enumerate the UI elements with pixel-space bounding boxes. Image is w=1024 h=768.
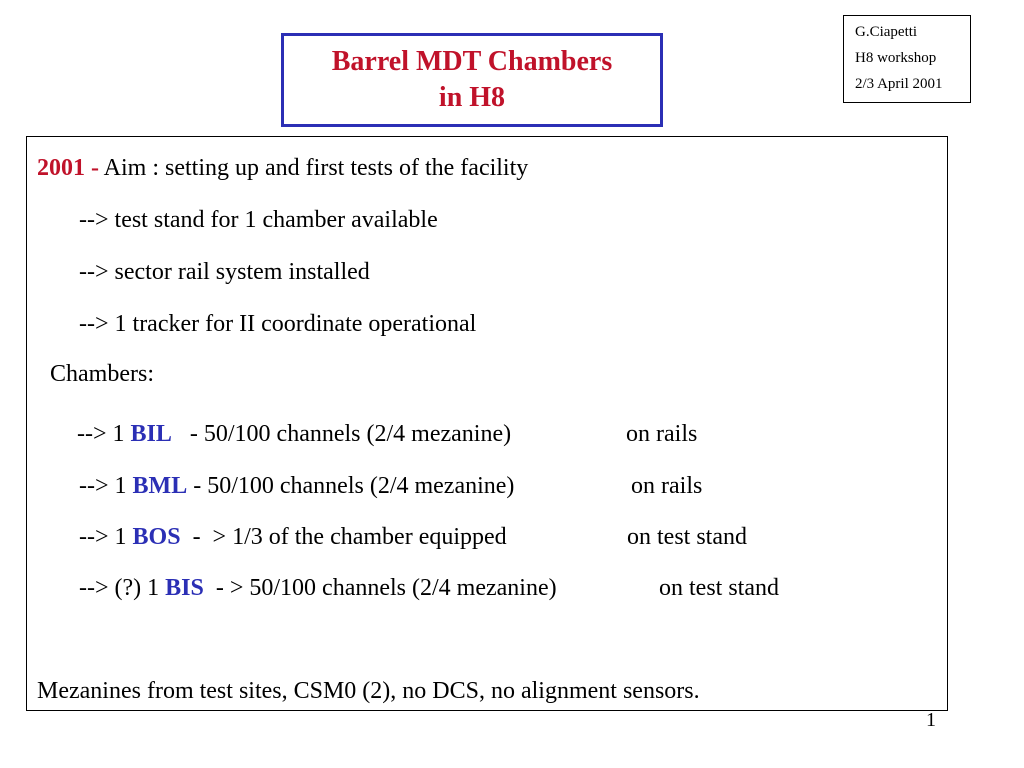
chamber-prefix: --> (?) 1 (79, 575, 166, 601)
chamber-desc: - 50/100 channels (2/4 mezanine) (171, 421, 512, 447)
chamber-prefix: --> 1 (79, 524, 133, 550)
chamber-name: BIS (165, 575, 204, 601)
author-name: G.Ciapetti (855, 24, 918, 40)
chamber-status: on rails (626, 421, 698, 447)
chamber-name: BIL (130, 421, 172, 447)
slide-title (281, 33, 663, 127)
chamber-desc: - > 50/100 channels (2/4 mezanine) (203, 575, 557, 601)
chamber-status: on test stand (627, 524, 747, 550)
chamber-prefix: --> 1 (79, 473, 133, 499)
title-line-1: Barrel MDT Chambers (331, 46, 613, 77)
workshop-name: H8 workshop (855, 50, 937, 66)
page-number: 1 (926, 709, 936, 731)
list-item: --> test stand for 1 chamber available (79, 207, 438, 233)
chamber-status: on rails (631, 473, 703, 499)
chamber-desc: - 50/100 channels (2/4 mezanine) (187, 473, 515, 499)
chamber-row (79, 574, 557, 602)
list-item: --> sector rail system installed (79, 259, 370, 285)
chamber-row (79, 472, 514, 500)
chamber-status: on test stand (659, 575, 779, 601)
chamber-name: BML (132, 473, 188, 499)
aim-text: Aim : setting up and first tests of the facility (99, 155, 529, 181)
chamber-name: BOS (132, 524, 181, 550)
aim-line (37, 154, 528, 182)
chamber-desc: - > 1/3 of the chamber equipped (180, 524, 507, 550)
workshop-date: 2/3 April 2001 (855, 76, 943, 92)
chamber-row (77, 420, 511, 448)
chamber-prefix: --> 1 (77, 421, 131, 447)
title-line-2: in H8 (438, 82, 506, 113)
list-item: --> 1 tracker for II coordinate operational (79, 311, 477, 337)
chambers-heading: Chambers: (50, 361, 154, 387)
chamber-row (79, 523, 507, 551)
year-label: 2001 - (37, 155, 99, 181)
content-box (26, 136, 948, 711)
footer-note: Mezanines from test sites, CSM0 (2), no DCS, no alignment sensors. (37, 678, 700, 704)
author-info-box (843, 15, 971, 103)
